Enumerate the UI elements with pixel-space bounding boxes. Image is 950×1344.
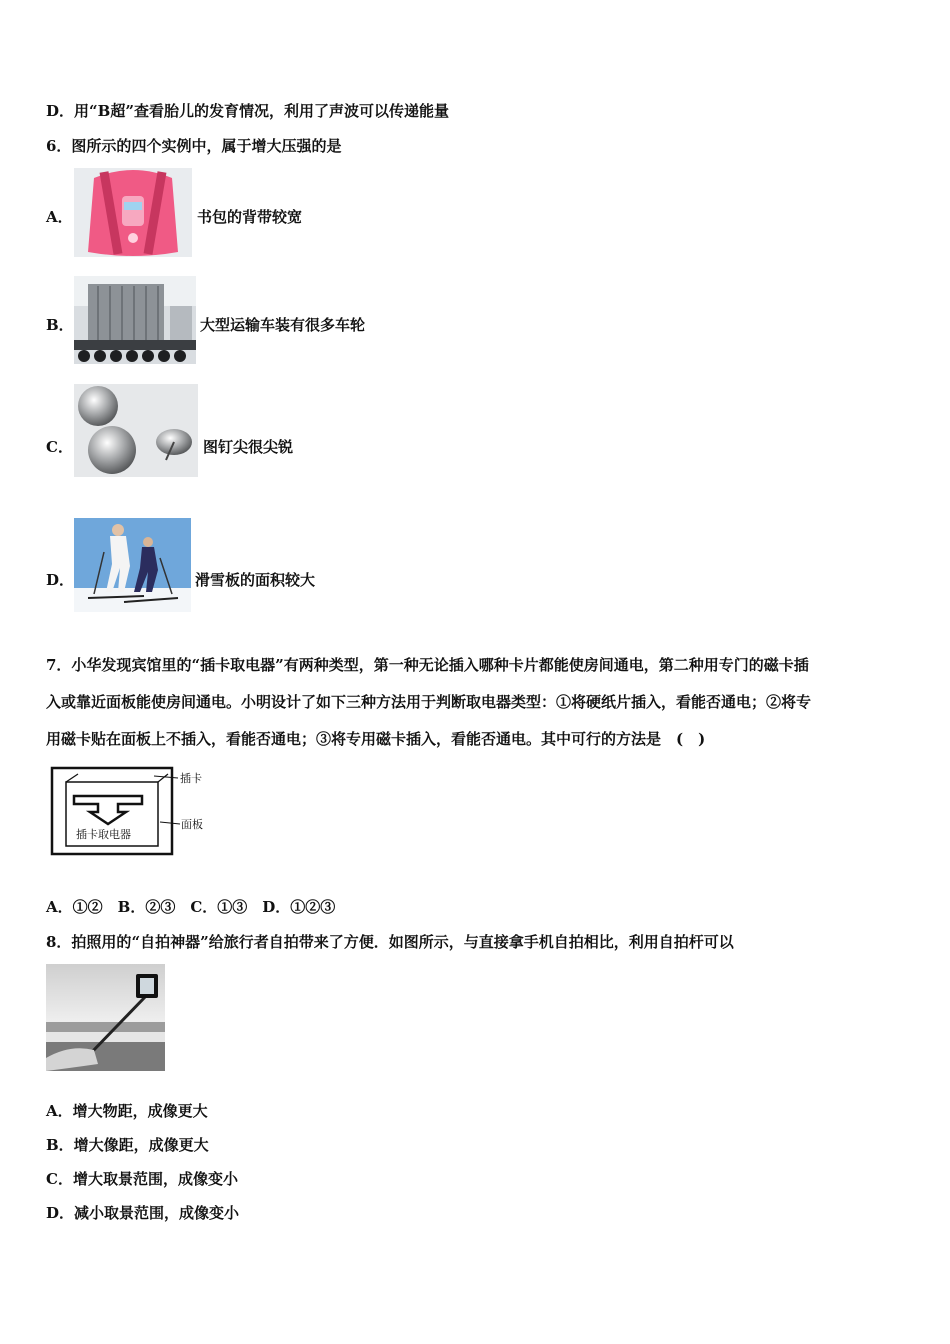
q6-option-a-text: 书包的背带较宽	[197, 208, 303, 226]
q6-option-c-letter: C．	[46, 438, 73, 456]
device-label: 插卡取电器	[76, 828, 131, 841]
q8-option-d: D．减小取景范围，成像变小	[46, 1204, 240, 1222]
q8-option-a: A．增大物距，成像更大	[46, 1102, 208, 1120]
truck-photo	[74, 276, 196, 364]
selfie-stick-photo	[46, 964, 165, 1071]
q6-option-c-text: 图钉尖很尖锐	[203, 438, 294, 456]
q6-stem: 6．图所示的四个实例中，属于增大压强的是	[46, 137, 342, 155]
q6-option-d-text: 滑雪板的面积较大	[195, 571, 316, 589]
q6-option-b-text: 大型运输车装有很多车轮	[200, 316, 366, 334]
backpack-photo	[74, 168, 192, 257]
q8-stem: 8．拍照用的“自拍神器”给旅行者自拍带来了方便．如图所示，与直接拿手机自拍相比，利用自拍杆可以	[46, 933, 734, 951]
panel-label: 面板	[181, 818, 203, 831]
q6-option-d-letter: D．	[46, 571, 75, 589]
q5-option-d: D．用“B超”查看胎儿的发育情况，利用了声波可以传递能量	[46, 102, 449, 120]
q6-option-b-letter: B．	[46, 316, 74, 334]
thumbtack-photo	[74, 384, 198, 477]
card-power-switch-figure	[50, 766, 220, 858]
q8-option-b: B．增大像距，成像更大	[46, 1136, 209, 1154]
q7-stem-line-2: 入或靠近面板能使房间通电。小明设计了如下三种方法用于判断取电器类型：①将硬纸片插入，看能否通电；②将专	[46, 693, 812, 711]
q8-option-c: C．增大取景范围，成像变小	[46, 1170, 238, 1188]
skiers-photo	[74, 518, 191, 612]
q7-stem-line-3: 用磁卡贴在面板上不插入，看能否通电；③将专用磁卡插入，看能否通电。其中可行的方法是 ( )	[46, 730, 706, 748]
q7-stem-line-1: 7．小华发现宾馆里的“插卡取电器”有两种类型，第一种无论插入哪种卡片都能使房间通电，第二种用专门的磁卡插	[46, 656, 809, 674]
q7-options: A．①② B．②③ C．①③ D．①②③	[46, 898, 336, 916]
card-label: 插卡	[180, 772, 202, 785]
q6-option-a-letter: A．	[46, 208, 73, 226]
